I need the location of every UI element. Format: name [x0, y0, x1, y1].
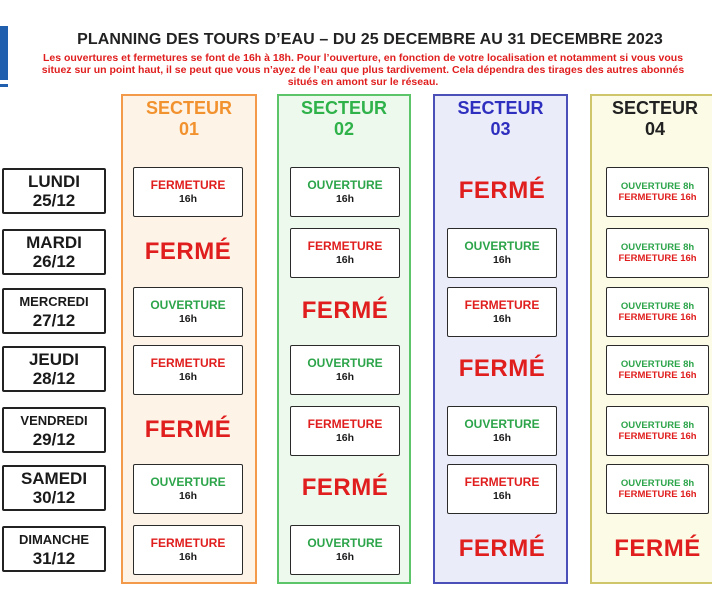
closing-label: FERMETURE [464, 298, 540, 312]
notice-line: situés en amont sur le réseau. [287, 76, 439, 88]
closing-label: FERMETURE [307, 239, 383, 253]
logo-icon [0, 26, 8, 80]
fermeture-cell [133, 525, 243, 575]
time-label: 16h [335, 193, 355, 205]
time-label: 16h [178, 551, 198, 563]
time-label: 16h [492, 313, 512, 325]
closed-status: FERMÉ [301, 474, 389, 501]
closed-status: FERMÉ [458, 355, 546, 382]
closed-status: FERMÉ [301, 297, 389, 324]
ouverture-cell [290, 525, 400, 575]
open-close-cell [606, 406, 709, 456]
time-label: 16h [178, 371, 198, 383]
day-label [2, 407, 106, 453]
ouverture-cell [447, 406, 557, 456]
day-date: 31/12 [32, 549, 76, 568]
closing-label: FERMETURE [150, 356, 226, 370]
day-label [2, 288, 106, 334]
day-date: 29/12 [32, 430, 76, 449]
closing-time: FERMETURE 16h [618, 253, 697, 264]
day-name: DIMANCHE [18, 532, 90, 547]
day-name: JEUDI [28, 350, 80, 369]
sector-02-title: SECTEUR 02 [300, 98, 387, 139]
day-name: VENDREDI [20, 413, 88, 428]
closed-status: FERMÉ [614, 535, 701, 562]
time-label: 16h [178, 313, 198, 325]
closing-time: FERMETURE 16h [618, 312, 697, 323]
day-label [2, 346, 106, 392]
notice-line: Les ouvertures et fermetures se font de 16h à 18h. Pour l’ouverture, en fonction de votre localisation et notamment si vous vous [42, 52, 684, 64]
open-close-cell [606, 287, 709, 337]
day-label [2, 168, 106, 214]
closing-label: FERMETURE [150, 536, 226, 550]
ouverture-cell [290, 345, 400, 395]
opening-label: OUVERTURE [150, 298, 226, 312]
ouverture-cell [133, 464, 243, 514]
opening-time: OUVERTURE 8h [620, 420, 695, 431]
sector-01-title: SECTEUR 01 [145, 98, 232, 139]
opening-label: OUVERTURE [464, 417, 540, 431]
opening-label: OUVERTURE [307, 536, 383, 550]
sector-04-title: SECTEUR 04 [611, 98, 698, 139]
opening-time: OUVERTURE 8h [620, 478, 695, 489]
opening-label: OUVERTURE [150, 475, 226, 489]
fermeture-cell [290, 228, 400, 278]
opening-time: OUVERTURE 8h [620, 181, 695, 192]
closed-status: FERMÉ [458, 535, 546, 562]
day-label [2, 465, 106, 511]
time-label: 16h [335, 254, 355, 266]
closing-time: FERMETURE 16h [618, 489, 697, 500]
time-label: 16h [335, 371, 355, 383]
closing-label: FERMETURE [464, 475, 540, 489]
closing-label: FERMETURE [307, 417, 383, 431]
day-name: SAMEDI [20, 469, 88, 488]
closing-time: FERMETURE 16h [618, 431, 697, 442]
opening-label: OUVERTURE [307, 178, 383, 192]
day-name: MERCREDI [19, 294, 89, 309]
open-close-cell [606, 228, 709, 278]
notice-line: situez sur un point haut, il se peut que vous n’ayez de l’eau que plus tardivement. Cela dépendra des tirages des autres abonnés [41, 64, 685, 76]
fermeture-cell [447, 287, 557, 337]
time-label: 16h [178, 490, 198, 502]
time-label: 16h [492, 432, 512, 444]
day-label [2, 526, 106, 572]
open-close-cell [606, 167, 709, 217]
closed-status: FERMÉ [144, 238, 232, 265]
opening-time: OUVERTURE 8h [620, 359, 695, 370]
fermeture-cell [133, 167, 243, 217]
time-label: 16h [335, 432, 355, 444]
fermeture-cell [133, 345, 243, 395]
opening-label: OUVERTURE [464, 239, 540, 253]
opening-time: OUVERTURE 8h [620, 301, 695, 312]
day-date: 25/12 [32, 191, 76, 210]
closed-status: FERMÉ [144, 416, 232, 443]
day-date: 30/12 [32, 488, 76, 507]
day-name: LUNDI [28, 172, 80, 191]
day-label [2, 229, 106, 275]
day-date: 28/12 [32, 369, 76, 388]
opening-label: OUVERTURE [307, 356, 383, 370]
closed-status: FERMÉ [458, 177, 546, 204]
ouverture-cell [447, 228, 557, 278]
day-name: MARDI [26, 233, 82, 252]
logo-mark [0, 84, 8, 87]
fermeture-cell [447, 464, 557, 514]
day-date: 27/12 [32, 311, 76, 330]
notice-text [22, 52, 704, 88]
time-label: 16h [335, 551, 355, 563]
open-close-cell [606, 464, 709, 514]
day-date: 26/12 [32, 252, 76, 271]
ouverture-cell [133, 287, 243, 337]
sector-03-title: SECTEUR 03 [457, 98, 544, 139]
ouverture-cell [290, 167, 400, 217]
closing-time: FERMETURE 16h [618, 192, 697, 203]
page-title: PLANNING DES TOURS D’EAU – DU 25 DECEMBRE AU 31 DECEMBRE 2023 [77, 31, 663, 48]
fermeture-cell [290, 406, 400, 456]
time-label: 16h [492, 490, 512, 502]
closing-time: FERMETURE 16h [618, 370, 697, 381]
opening-time: OUVERTURE 8h [620, 242, 695, 253]
time-label: 16h [492, 254, 512, 266]
open-close-cell [606, 345, 709, 395]
closing-label: FERMETURE [150, 178, 226, 192]
time-label: 16h [178, 193, 198, 205]
